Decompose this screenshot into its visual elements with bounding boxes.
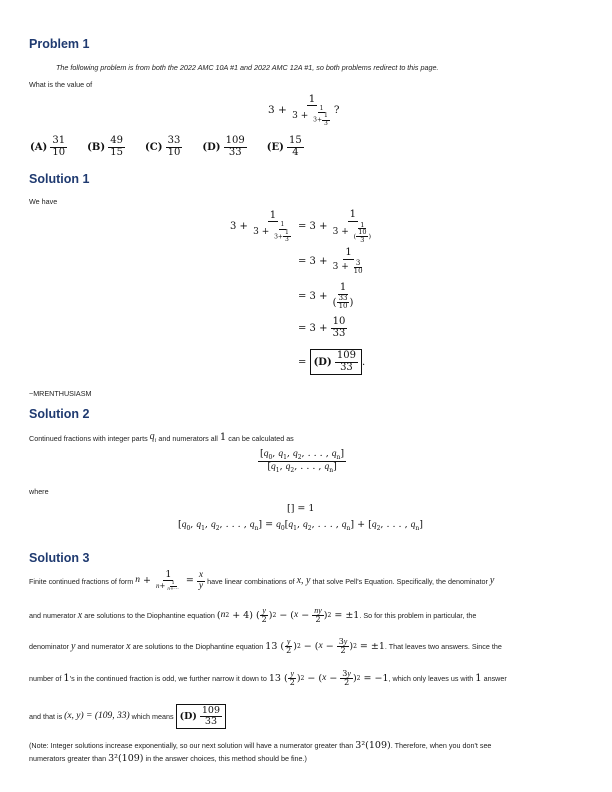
problem-expression: 3 + 1 3 + 1 3+ $\frac{1}{3}$ ? [268,93,340,127]
solution3-note-line2: numerators greater than 3²(109) in the answer choices, this method should be fine.) [29,753,307,764]
solution1-answer-box: (D) $\frac{109}{33}$ [310,349,362,375]
solution2-text: Continued fractions with integer parts $q_i$ and numerators all 1 can be calculated as [29,431,294,444]
solution3-heading: Solution 3 [29,551,90,565]
choice-c[interactable]: (C) $\frac{33}{10}$ [145,135,181,158]
solution1-line5: = (D) $\frac{109}{33}$ . [298,349,365,375]
solution2-bracket-def: [] = 1 [287,503,315,514]
answer-choices [30,136,304,158]
choice-b[interactable]: (B) $\frac{49}{15}$ [87,135,123,158]
solution3-line2: and numerator x are solutions to the Diophantine equation ( n 2 + 4) ( $\frac{y}{2}$ ) 2 − ( x − $\frac{ny}{2}$ ) 2 = ±1 . So for this problem in particular, the [29,606,477,625]
solution3-answer-box: (D) $\frac{109}{33}$ [176,704,226,729]
solution1-line3: = 3 + 1 ( $\frac{33}{10}$ ) [298,282,354,310]
solution1-line4: = 3 + $\frac{10}{33}$ [298,316,346,339]
solution3-line4: number of 1 's in the continued fraction is odd, we further narrow it down to 13 ( $\frac{y}{2}$ ) 2 − ( x − $\frac{3y}{2}$ ) 2 = −1 , which only leaves us with 1 answer [29,669,507,688]
solution3-line5: and that is (x, y) = (109, 33) which means (D) $\frac{109}{33}$ [29,704,226,729]
solution1-heading: Solution 1 [29,172,90,186]
problem-note: The following problem is from both the 2022 AMC 10A #1 and 2022 AMC 12A #1, so both problems redirect to this page. [56,63,439,72]
solution3-line1: Finite continued fractions of form n + 1 n + $\frac{1}{n+\cdot\cdot\cdot}$ = $\frac{x}{y}$ have linear combinations of x, y that solve Pell's Equation. Specifically, the denominator y [29,569,495,593]
solution2-recursion: [$q_0$, $q_1$, $q_2$, . . . , $q_n] = q_0[q_1$, $q_2$, . . . , $q_n] + [q_2$, . . . , $q_n$] [178,519,423,532]
choice-a[interactable]: (A) $\frac{31}{10}$ [30,135,66,158]
solution1-line2: = 3 + 1 3 + $\frac{3}{10}$ [298,247,363,275]
solution1-author: ~MRENTHUSIASM [29,389,92,398]
problem-question: What is the value of [29,80,93,89]
solution3-note-line1: (Note: Integer solutions increase exponentially, so our next solution will have a numerator greater than 3²(109) . Therefore, when you don't see [29,740,492,751]
choice-e[interactable]: (E) $\frac{15}{4}$ [266,135,302,158]
choice-d[interactable]: (D) $\frac{109}{33}$ [202,135,245,158]
solution1-line1: 3 + 1 3 + 1 3+ $\frac{1}{3}$ = 3 + 1 3 + 1 ( $\frac{10}{3}$ ) [230,209,372,245]
solution1-intro: We have [29,197,58,206]
solution2-where: where [29,487,49,496]
problem-heading: Problem 1 [29,37,90,51]
solution2-heading: Solution 2 [29,407,90,421]
solution3-line3: denominator y and numerator x are solutions to the Diophantine equation 13 ( $\frac{y}{2}$ ) 2 − ( x − $\frac{3y}{2}$ ) 2 = ±1 . That leaves two answers. Since the [29,637,502,656]
solution2-formula: $\frac{[q_0, q_1, q_2, . . . , q_n]}{[q_1, q_2, . . . , q_n]}$ [260,448,345,475]
